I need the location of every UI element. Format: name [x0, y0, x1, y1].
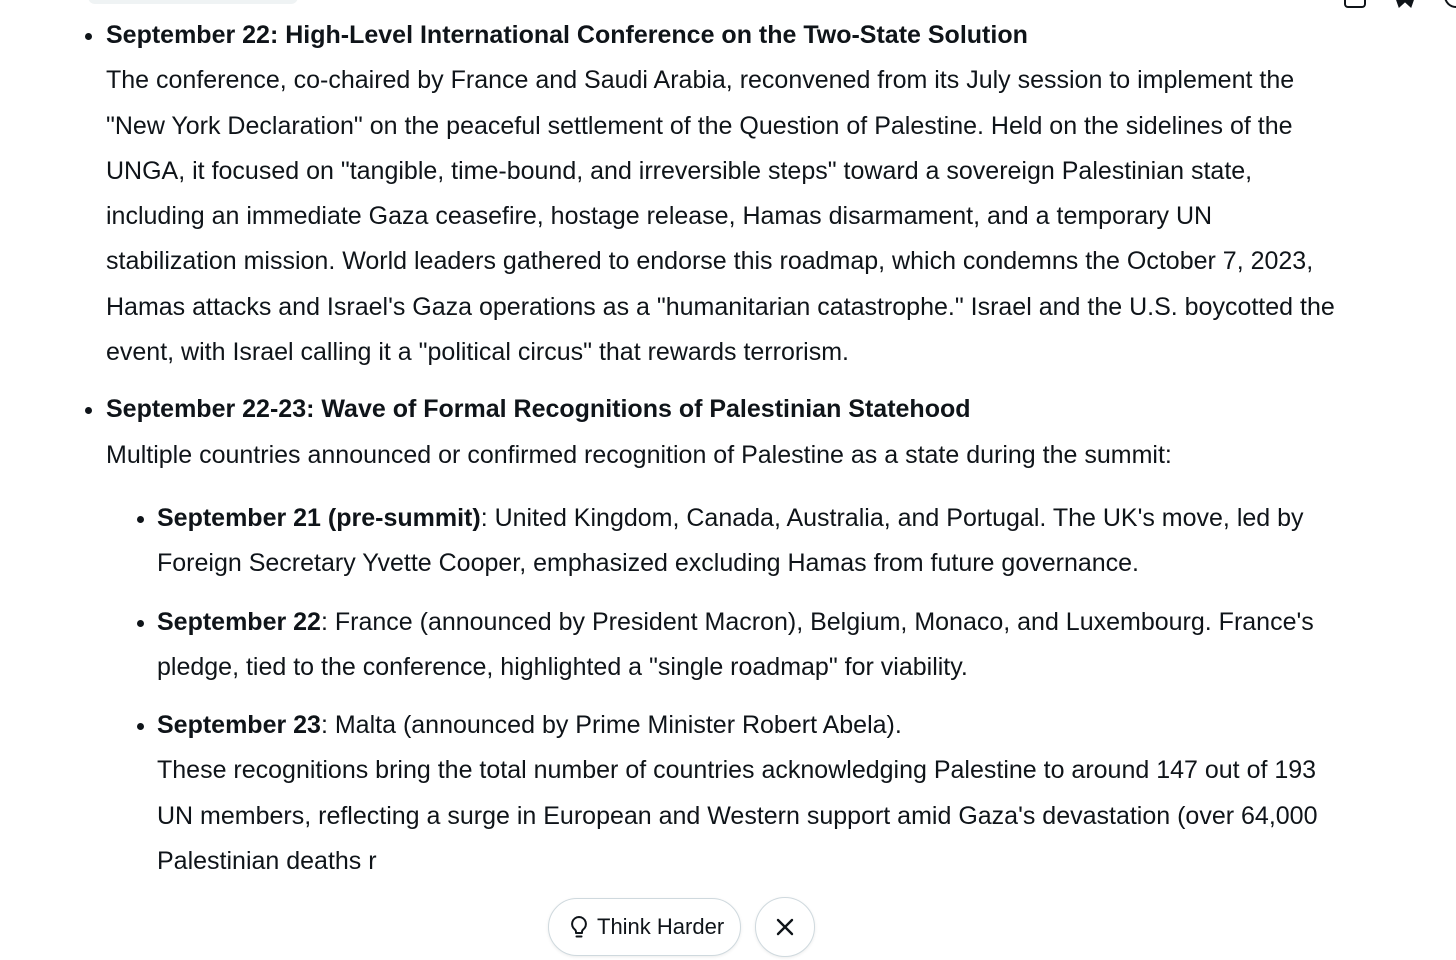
event-list	[0, 13, 1340, 884]
close-button[interactable]	[755, 897, 815, 957]
item-paragraph: Multiple countries announced or confirmed recognition of Palestine as a state during the summit:	[106, 440, 1172, 469]
item-paragraph: The conference, co-chaired by France and Saudi Arabia, reconvened from its July session to implement the "New York Declaration" on the peaceful settlement of the Question of Palestine. Held on the sidelines of the UNGA, it focused on "tangible, time-bound, and irreversible steps" toward a sovereign Palestinian state, including an immediate Gaza ceasefire, hostage release, Hamas disarmament, and a temporary UN stabilization mission. World leaders gathered to endorse this roadmap, which condemns the October 7, 2023, Hamas attacks and Israel's Gaza operations as a "humanitarian catastrophe." Israel and the U.S. boycotted the event, with Israel calling it a "political circus" that rewards terrorism.	[106, 66, 1335, 367]
recognition-list	[106, 496, 1340, 884]
list-item-recognitions	[106, 387, 1340, 884]
more-icon[interactable]	[1444, 0, 1456, 8]
sub-item-label: September 22	[157, 607, 321, 636]
think-harder-button[interactable]	[548, 898, 741, 956]
sub-item-text: : United Kingdom, Canada, Australia, and Portugal. The UK's move, led by Foreign Secretary Yvette Cooper, emphasized excluding Hamas from future governance.	[157, 503, 1304, 578]
list-item-conference	[106, 13, 1340, 375]
top-toolbar-pill	[88, 0, 298, 4]
think-harder-label: Think Harder	[597, 914, 725, 939]
response-content	[0, 13, 1340, 897]
sub-item-label: September 21 (pre-summit)	[157, 503, 481, 532]
lightbulb-icon	[569, 915, 589, 939]
star-icon[interactable]	[1394, 0, 1416, 8]
item-heading: September 22: High-Level International Conference on the Two-State Solution	[106, 21, 1028, 49]
action-bar	[548, 897, 815, 957]
sub-item-sept-22	[157, 600, 1340, 691]
sub-item-sept-21	[157, 496, 1340, 587]
sub-item-sept-23	[157, 703, 1340, 884]
close-icon	[775, 917, 795, 937]
sub-item-note: These recognitions bring the total number of countries acknowledging Palestine to around 147 out of 193 UN members, reflecting a surge in European and Western support amid Gaza's devastation (over 64,000 Palestinian deaths r	[157, 756, 1318, 876]
sub-item-text: : Malta (announced by Prime Minister Robert Abela).	[320, 711, 902, 740]
sub-item-text: : France (announced by President Macron), Belgium, Monaco, and Luxembourg. France's pledge, tied to the conference, highlighted a "single roadmap" for viability.	[157, 607, 1314, 681]
sub-item-label: September 23	[157, 711, 321, 740]
item-heading: September 22-23: Wave of Formal Recognitions of Palestinian Statehood	[106, 395, 971, 424]
bookmark-icon[interactable]	[1344, 0, 1366, 8]
corner-toolbar	[1344, 0, 1456, 8]
